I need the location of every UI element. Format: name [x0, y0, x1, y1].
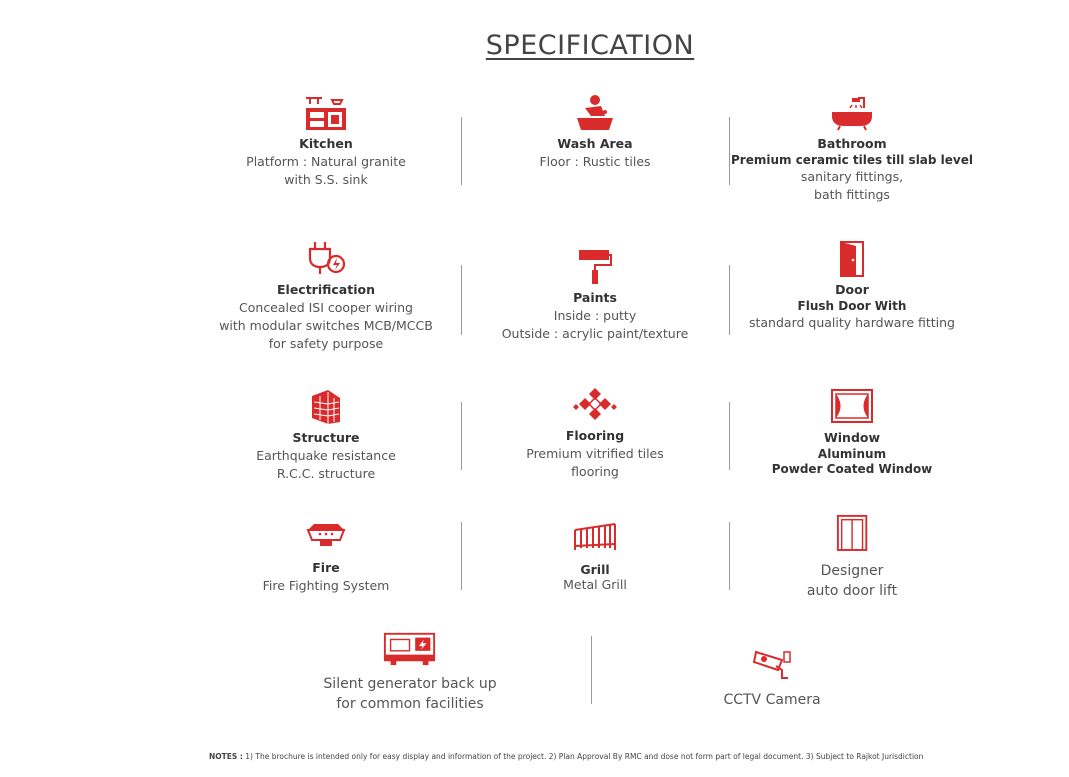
building-icon — [186, 388, 466, 424]
spec-heading: Bathroom — [817, 136, 887, 151]
spec-lift — [712, 514, 992, 601]
tiles-icon — [455, 386, 735, 422]
notes-label: NOTES : — [209, 752, 243, 761]
spec-electrification — [186, 240, 466, 353]
grill-icon — [455, 520, 735, 556]
spec-kitchen — [186, 94, 466, 189]
spec-body: Silent generator back up for common facilities — [323, 676, 497, 712]
spec-flooring — [455, 386, 735, 481]
spec-paints — [455, 248, 735, 343]
notes — [209, 752, 923, 761]
kitchen-icon — [186, 94, 466, 130]
spec-heading: Structure — [292, 430, 360, 445]
plug-icon — [186, 240, 466, 276]
spec-heading: Door — [835, 282, 869, 297]
lift-door-icon — [712, 514, 992, 550]
notes-text: 1) The brochure is intended only for easy display and information of the project. 2) Plan Approval By RMC and dose not form part of legal document. 3) Subject to Rajkot Jurisdiction — [242, 752, 924, 761]
spec-body: Inside : putty Outside : acrylic paint/texture — [501, 308, 689, 341]
cctv-camera-icon — [632, 644, 912, 680]
spec-heading: Electrification — [277, 282, 375, 297]
spec-bathroom — [712, 94, 992, 204]
spec-highlight: Premium ceramic tiles till slab level — [731, 153, 973, 167]
spec-body: Concealed ISI cooper wiring with modular switches MCB/MCCB for safety purpose — [219, 300, 433, 351]
spec-body: CCTV Camera — [723, 692, 821, 708]
spec-door — [712, 240, 992, 332]
spec-grill — [455, 520, 735, 594]
spec-highlight: Flush Door With — [797, 299, 907, 313]
spec-highlight: Aluminum Powder Coated Window — [771, 447, 933, 476]
window-icon — [712, 388, 992, 424]
page-title: SPECIFICATION — [485, 30, 695, 61]
door-icon — [712, 240, 992, 276]
paint-roller-icon — [455, 248, 735, 284]
spec-window — [712, 388, 992, 477]
wash-area-icon — [455, 94, 735, 130]
spec-body: Platform : Natural granite with S.S. sink — [246, 154, 406, 187]
divider — [591, 636, 592, 704]
spec-structure — [186, 388, 466, 483]
spec-body: Designer auto door lift — [806, 563, 898, 599]
spec-body: Fire Fighting System — [262, 578, 390, 593]
spec-cctv — [632, 644, 912, 710]
spec-body: Earthquake resistance R.C.C. structure — [256, 448, 396, 481]
bathtub-icon — [712, 94, 992, 130]
spec-heading: Grill — [580, 562, 610, 577]
spec-generator — [270, 630, 550, 714]
generator-icon — [270, 630, 550, 666]
spec-heading: Wash Area — [557, 136, 633, 151]
smoke-detector-icon — [186, 518, 466, 554]
spec-fire — [186, 518, 466, 595]
spec-body: sanitary fittings, bath fittings — [800, 169, 904, 202]
spec-heading: Fire — [312, 560, 340, 575]
spec-heading: Paints — [573, 290, 617, 305]
spec-heading: Kitchen — [299, 136, 353, 151]
spec-body: standard quality hardware fitting — [748, 315, 955, 330]
spec-body: Floor : Rustic tiles — [539, 154, 651, 169]
spec-body: Metal Grill — [563, 577, 627, 592]
spec-body: Premium vitrified tiles flooring — [526, 446, 664, 479]
spec-heading: Window — [823, 430, 881, 445]
spec-heading: Flooring — [565, 428, 625, 443]
spec-wash-area — [455, 94, 735, 171]
